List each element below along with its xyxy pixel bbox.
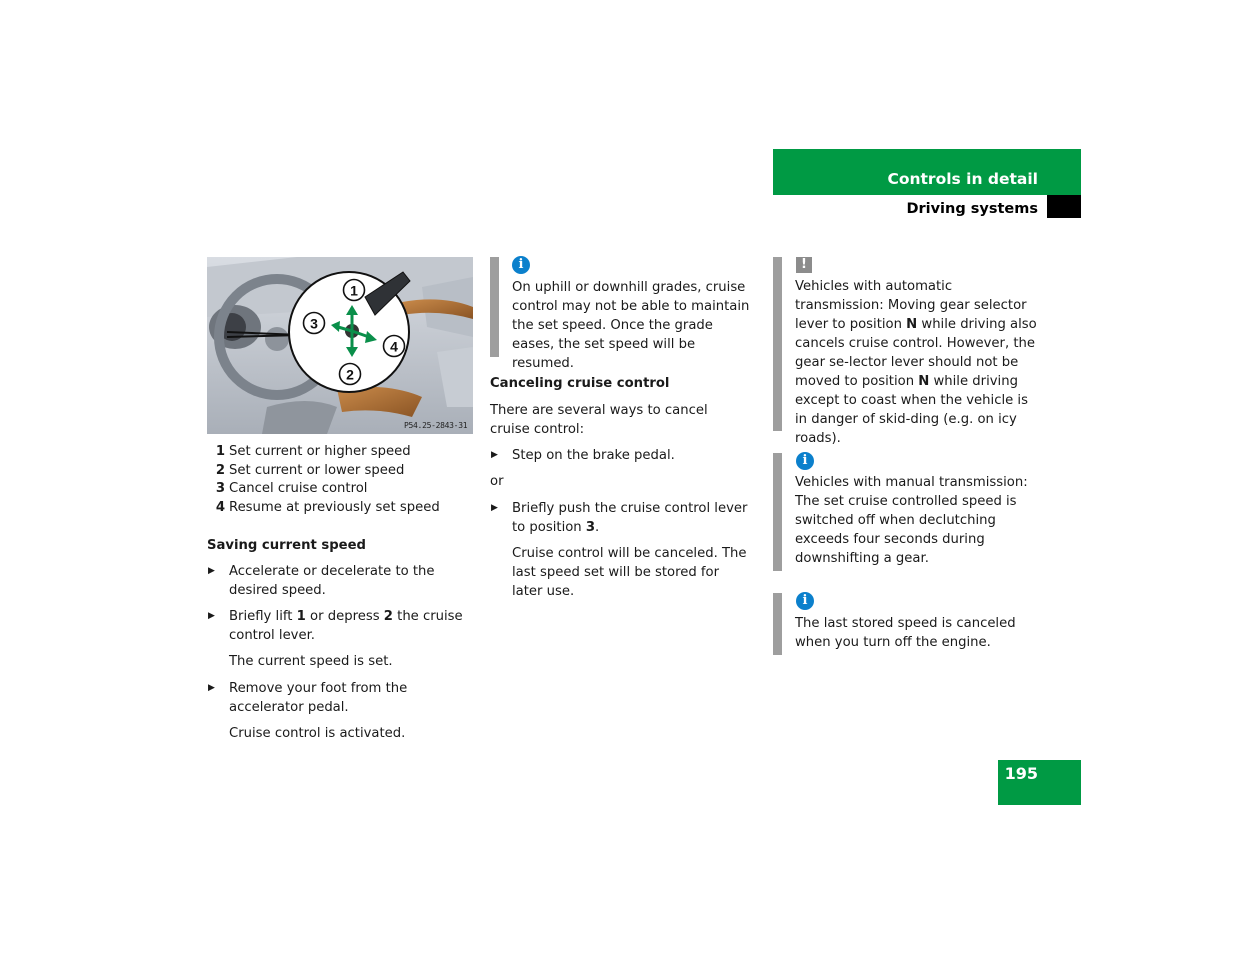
info-manual-transmission: Vehicles with manual transmission: The set cruise controlled speed is switched off when declutching exceeds four seconds during downshifting a gear.	[795, 475, 1028, 566]
caption-3: 3 Cancel cruise control	[215, 481, 368, 496]
svg-text:2: 2	[346, 366, 354, 383]
warning-bar	[773, 257, 782, 431]
caption-2: 2 Set current or lower speed	[215, 463, 405, 478]
info-bar-manual	[773, 453, 782, 571]
info-icon: i	[512, 256, 530, 274]
header-tab-marker	[1047, 195, 1081, 218]
callout-2	[340, 364, 361, 385]
section-title: Controls in detail	[887, 170, 1038, 188]
info-grades-note: On uphill or downhill grades, cruise control may not be able to maintain the set speed. Once the grade eases, the set speed will be resumed.	[512, 280, 750, 371]
step-push-lever: ▶ Briefly push the cruise control lever to position 3.	[512, 499, 757, 537]
info-icon: i	[796, 592, 814, 610]
callout-3	[304, 313, 325, 334]
page-number: 195	[1004, 764, 1038, 783]
info-bar-stored-speed	[773, 593, 782, 655]
or-text: or	[490, 474, 504, 489]
svg-text:1: 1	[350, 282, 358, 299]
callout-4	[384, 336, 405, 357]
dashboard-image	[207, 257, 473, 434]
svg-text:3: 3	[310, 315, 318, 332]
canceling-heading: Canceling cruise control	[490, 376, 670, 391]
warning-icon: !	[796, 257, 812, 273]
caption-1: 1 Set current or higher speed	[215, 444, 411, 459]
callout-1	[344, 280, 365, 301]
step-accelerate: ▶ Accelerate or decelerate to the desired speed.	[229, 562, 477, 600]
step-remove-foot: ▶ Remove your foot from the accelerator pedal.	[229, 679, 477, 717]
result-activated: Cruise control is activated.	[229, 726, 406, 741]
result-canceled: Cruise control will be canceled. The last speed set will be stored for later use.	[512, 546, 747, 599]
step-brake-pedal: ▶ Step on the brake pedal.	[512, 446, 757, 465]
step-lift-or-depress: ▶ Briefly lift 1 or depress 2 the cruise control lever.	[229, 607, 477, 645]
canceling-intro: There are several ways to cancel cruise control:	[490, 403, 708, 437]
result-speed-set: The current speed is set.	[229, 654, 393, 669]
info-bar	[490, 257, 499, 357]
info-stored-speed: The last stored speed is canceled when you turn off the engine.	[795, 616, 1016, 650]
caption-4: 4 Resume at previously set speed	[215, 500, 440, 515]
svg-text:4: 4	[390, 338, 398, 355]
saving-speed-heading: Saving current speed	[207, 538, 366, 553]
info-icon: i	[796, 452, 814, 470]
warning-automatic-transmission: Vehicles with automatic transmission: Moving gear selector lever to position N while driving also cancels cruise control. However, the gear se-lector lever should not be moved to position N while driving except to coast when the vehicle is in danger of skid-ding (e.g. on icy roads).	[795, 279, 1037, 446]
subsection-title: Driving systems	[906, 201, 1038, 217]
figure-code: P54.25-2843-31	[404, 421, 468, 430]
cruise-control-lever-illustration	[207, 257, 473, 434]
